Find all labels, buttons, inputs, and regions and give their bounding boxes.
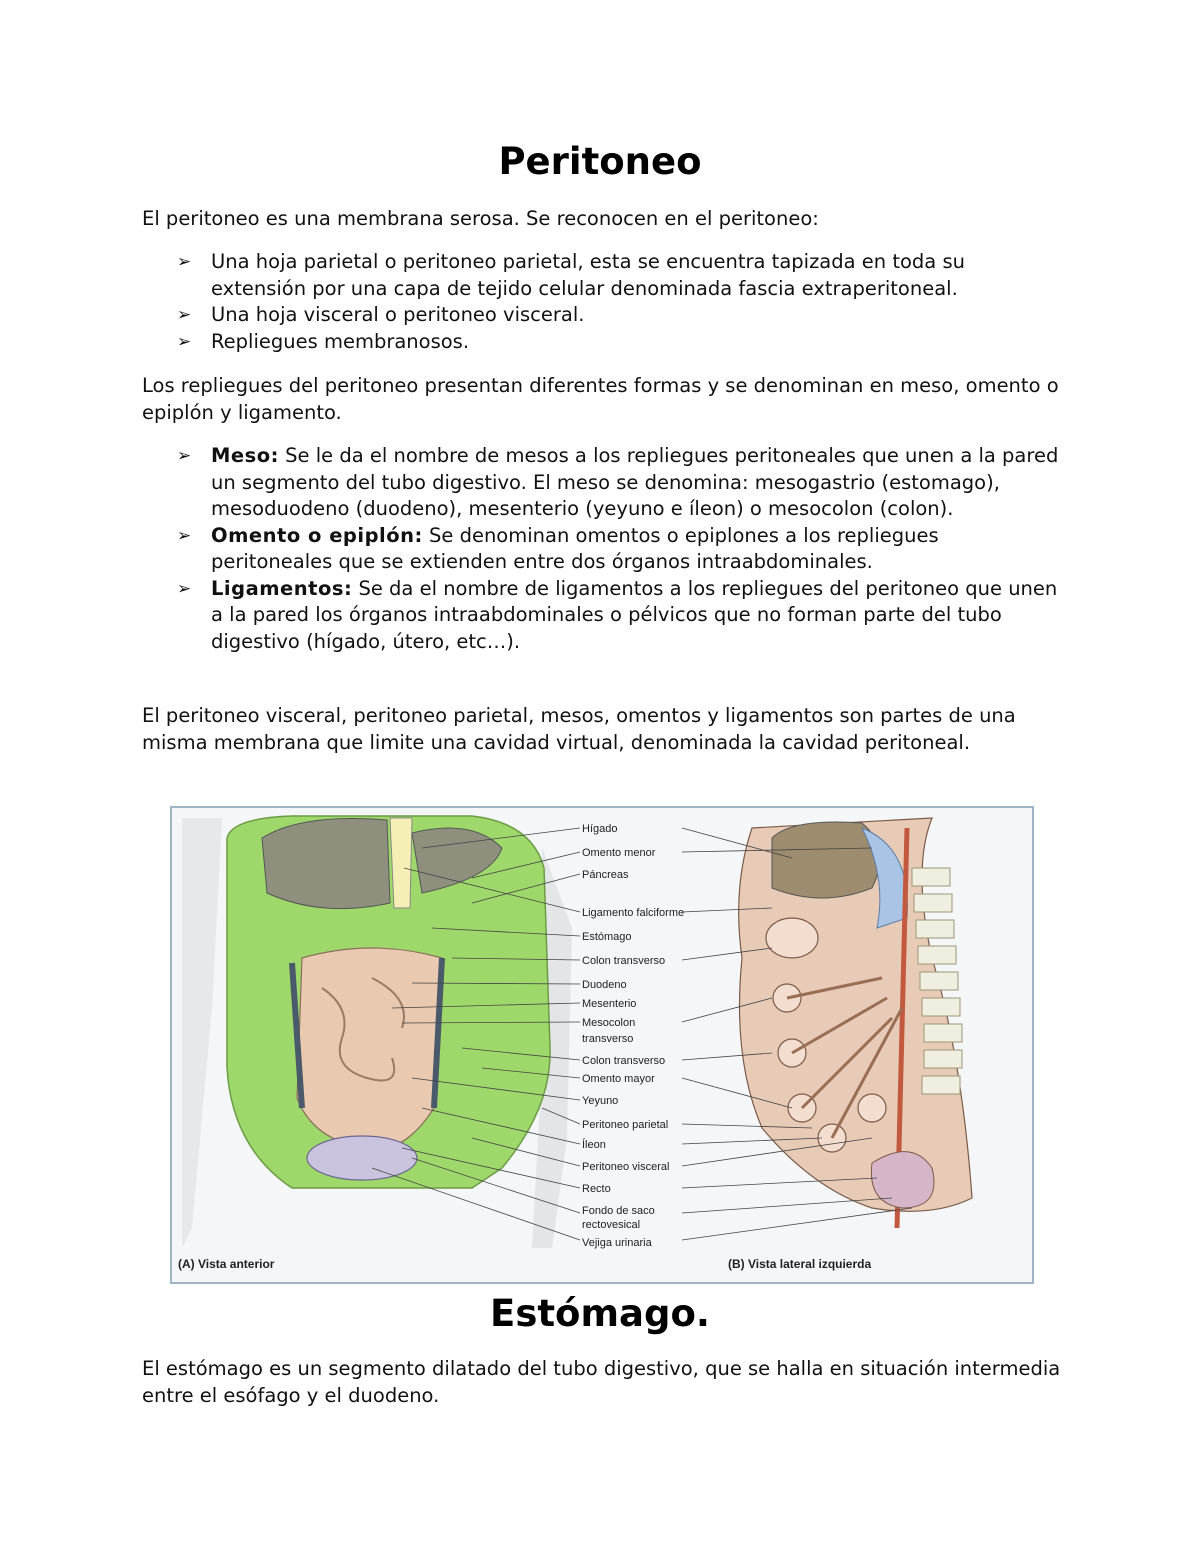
label-pancreas: Páncreas — [582, 869, 629, 881]
section-title-estomago: Estómago. — [490, 1292, 710, 1335]
label-peritoneo-visceral: Peritoneo visceral — [582, 1161, 670, 1173]
arrow-bullet-icon: ➢ — [177, 305, 192, 325]
label-duodeno: Duodeno — [582, 979, 627, 991]
list-item: ➢ Una hoja parietal o peritoneo parietal, esta se encuentra tapizada en toda su extensión por una capa de tejido celular denominada fascia extraperitoneal. — [177, 250, 965, 300]
label-colon-transverso: Colon transverso — [582, 955, 666, 967]
arrow-bullet-icon: ➢ — [177, 252, 192, 272]
label-ligamento-falciforme: Ligamento falciforme — [582, 907, 685, 919]
label-rectovesical: rectovesical — [582, 1219, 641, 1231]
arrow-bullet-icon: ➢ — [177, 578, 192, 599]
label-mesenterio: Mesenterio — [582, 998, 637, 1010]
stomach-paragraph: El estómago es un segmento dilatado del tubo digestivo, que se halla en situación intermedia entre el esófago y el duodeno. — [142, 1357, 1061, 1407]
anterior-view — [182, 816, 580, 1248]
list-item: ➢ Una hoja visceral o peritoneo visceral. — [142, 302, 1062, 329]
label-transverso: transverso — [582, 1033, 634, 1045]
label-omento-mayor: Omento mayor — [582, 1073, 655, 1085]
label-recto: Recto — [582, 1183, 611, 1195]
label-fondo-de-saco: Fondo de saco — [582, 1205, 655, 1217]
label-yeyuno: Yeyuno — [582, 1095, 619, 1107]
term-label: Ligamentos: — [211, 576, 353, 600]
label-ileon: Íleon — [582, 1139, 606, 1151]
arrow-bullet-icon: ➢ — [177, 331, 192, 352]
list-item: ➢ Meso: Se le da el nombre de mesos a los repliegues peritoneales que unen a la pared un segmento del tubo digestivo. El meso se denomina: mesogastrio (estomago), mesoduodeno (duodeno), mesenterio (yeyuno e íleon) o mesocolon (colon). — [177, 444, 1059, 520]
peritoneum-parts-list — [142, 249, 1062, 355]
label-omento-menor: Omento menor — [582, 847, 656, 859]
page-title: Peritoneo — [498, 140, 702, 183]
arrow-bullet-icon: ➢ — [177, 446, 192, 466]
folds-paragraph: Los repliegues del peritoneo presentan diferentes formas y se denominan en meso, omento o epiplón y ligamento. — [142, 374, 1059, 424]
label-mesocolon: Mesocolon — [582, 1017, 636, 1029]
anatomy-drawing — [172, 808, 1032, 1282]
folds-list — [142, 443, 1062, 655]
list-item: ➢ Ligamentos: Se da el nombre de ligamentos a los repliegues del peritoneo que unen a la pared los órganos intraabdominales o pélvicos que no forman parte del tubo digestivo (hígado, útero, etc…). — [177, 576, 1058, 653]
term-label: Meso: — [211, 444, 279, 467]
caption-lateral-view: (B) Vista lateral izquierda — [728, 1257, 872, 1271]
summary-paragraph: El peritoneo visceral, peritoneo parietal, mesos, omentos y ligamentos son partes de una misma membrana que limite una cavidad virtual, denominada la cavidad peritoneal. — [142, 704, 1016, 754]
label-estomago: Estómago — [582, 931, 632, 943]
label-higado: Hígado — [582, 823, 618, 835]
label-colon-transverso-2: Colon transverso — [582, 1055, 666, 1067]
peritoneum-illustration — [170, 806, 1034, 1284]
label-vejiga-urinaria: Vejiga urinaria — [582, 1237, 652, 1249]
arrow-bullet-icon: ➢ — [177, 525, 192, 546]
list-item: ➢ Omento o epiplón: Se denominan omentos o epiplones a los repliegues peritoneales que se extienden entre dos órganos intraabdominales. — [177, 523, 939, 573]
lateral-view — [682, 818, 972, 1240]
label-peritoneo-parietal: Peritoneo parietal — [582, 1119, 669, 1131]
intro-paragraph: El peritoneo es una membrana serosa. Se reconocen en el peritoneo: — [142, 207, 819, 230]
list-item: ➢ Repliegues membranosos. — [142, 329, 1062, 356]
caption-anterior-view: (A) Vista anterior — [178, 1257, 275, 1271]
term-label: Omento o epiplón: — [211, 523, 423, 547]
